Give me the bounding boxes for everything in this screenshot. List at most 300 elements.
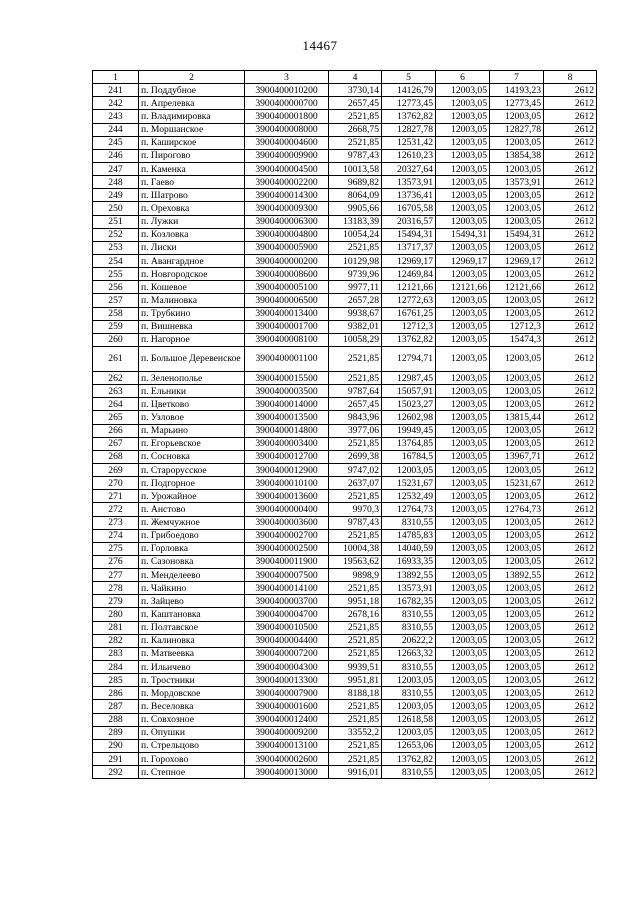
value-cell: 2521,85 <box>329 529 382 542</box>
value-cell: 12003,05 <box>490 529 544 542</box>
value-cell: 2612 <box>544 661 597 674</box>
value-cell: 12003,05 <box>436 674 490 687</box>
table-row <box>93 411 597 424</box>
value-cell: 2521,85 <box>329 241 382 254</box>
code-cell: 3900400011900 <box>245 555 329 568</box>
value-cell: 12712,3 <box>382 320 436 333</box>
value-cell: 9939,51 <box>329 661 382 674</box>
row-number-cell: 279 <box>93 595 139 608</box>
table-row <box>93 647 597 660</box>
value-cell: 12003,05 <box>490 268 544 281</box>
value-cell: 8310,55 <box>382 766 436 779</box>
value-cell: 13764,85 <box>382 437 436 450</box>
value-cell: 20316,57 <box>382 215 436 228</box>
settlement-name-cell: п. Цветково <box>139 398 245 411</box>
settlement-name-cell: п. Владимировка <box>139 110 245 123</box>
value-cell: 13736,41 <box>382 189 436 202</box>
column-header: 6 <box>436 71 490 84</box>
value-cell: 9787,64 <box>329 385 382 398</box>
value-cell: 15494,31 <box>436 228 490 241</box>
value-cell: 3730,14 <box>329 84 382 97</box>
row-number-cell: 249 <box>93 189 139 202</box>
table-row <box>93 110 597 123</box>
value-cell: 2612 <box>544 595 597 608</box>
value-cell: 12003,05 <box>436 582 490 595</box>
table-row <box>93 149 597 162</box>
value-cell: 12003,05 <box>490 346 544 371</box>
value-cell: 2612 <box>544 320 597 333</box>
value-cell: 12003,05 <box>436 621 490 634</box>
table-row <box>93 176 597 189</box>
table-row <box>93 228 597 241</box>
settlement-name-cell: п. Трубкино <box>139 307 245 320</box>
row-number-cell: 277 <box>93 569 139 582</box>
value-cell: 12003,05 <box>436 241 490 254</box>
value-cell: 2612 <box>544 503 597 516</box>
value-cell: 33552,2 <box>329 726 382 739</box>
table-row <box>93 608 597 621</box>
value-cell: 12003,05 <box>436 516 490 529</box>
value-cell: 19563,62 <box>329 555 382 568</box>
value-cell: 2612 <box>544 123 597 136</box>
value-cell: 12003,05 <box>490 110 544 123</box>
value-cell: 12003,05 <box>490 490 544 503</box>
code-cell: 3900400009200 <box>245 726 329 739</box>
value-cell: 2612 <box>544 529 597 542</box>
code-cell: 3900400001100 <box>245 346 329 371</box>
value-cell: 2612 <box>544 450 597 463</box>
code-cell: 3900400003400 <box>245 437 329 450</box>
value-cell: 2612 <box>544 228 597 241</box>
row-number-cell: 291 <box>93 753 139 766</box>
value-cell: 12602,98 <box>382 411 436 424</box>
settlement-name-cell: п. Матвеевка <box>139 647 245 660</box>
value-cell: 12003,05 <box>490 621 544 634</box>
table-row <box>93 294 597 307</box>
value-cell: 9689,82 <box>329 176 382 189</box>
value-cell: 12003,05 <box>382 700 436 713</box>
value-cell: 2612 <box>544 307 597 320</box>
value-cell: 12653,06 <box>382 739 436 752</box>
row-number-cell: 263 <box>93 385 139 398</box>
code-cell: 3900400008000 <box>245 123 329 136</box>
row-number-cell: 283 <box>93 647 139 660</box>
settlement-name-cell: п. Шатрово <box>139 189 245 202</box>
value-cell: 12003,05 <box>490 726 544 739</box>
code-cell: 3900400004700 <box>245 608 329 621</box>
value-cell: 12003,05 <box>490 162 544 175</box>
code-cell: 3900400006500 <box>245 294 329 307</box>
value-cell: 2521,85 <box>329 346 382 371</box>
value-cell: 12003,05 <box>436 149 490 162</box>
value-cell: 12003,05 <box>436 123 490 136</box>
value-cell: 12003,05 <box>490 687 544 700</box>
value-cell: 9382,01 <box>329 320 382 333</box>
row-number-cell: 282 <box>93 634 139 647</box>
value-cell: 12003,05 <box>490 136 544 149</box>
row-number-cell: 276 <box>93 555 139 568</box>
code-cell: 3900400003700 <box>245 595 329 608</box>
value-cell: 2612 <box>544 726 597 739</box>
code-cell: 3900400014300 <box>245 189 329 202</box>
value-cell: 12003,05 <box>490 385 544 398</box>
value-cell: 12003,05 <box>436 739 490 752</box>
value-cell: 12003,05 <box>436 346 490 371</box>
table-row <box>93 450 597 463</box>
settlement-name-cell: п. Марьино <box>139 424 245 437</box>
table-row <box>93 555 597 568</box>
value-cell: 3977,06 <box>329 424 382 437</box>
row-number-cell: 259 <box>93 320 139 333</box>
value-cell: 12969,17 <box>436 254 490 267</box>
value-cell: 2612 <box>544 346 597 371</box>
row-number-cell: 257 <box>93 294 139 307</box>
value-cell: 9938,67 <box>329 307 382 320</box>
value-cell: 2612 <box>544 110 597 123</box>
value-cell: 2521,85 <box>329 700 382 713</box>
value-cell: 2612 <box>544 608 597 621</box>
code-cell: 3900400008100 <box>245 333 329 346</box>
value-cell: 2612 <box>544 215 597 228</box>
value-cell: 12469,84 <box>382 268 436 281</box>
value-cell: 12003,05 <box>490 398 544 411</box>
code-cell: 3900400014800 <box>245 424 329 437</box>
value-cell: 2612 <box>544 149 597 162</box>
table-header-row <box>93 71 597 84</box>
row-number-cell: 266 <box>93 424 139 437</box>
value-cell: 12003,05 <box>490 371 544 384</box>
value-cell: 12003,05 <box>436 215 490 228</box>
value-cell: 2612 <box>544 555 597 568</box>
value-cell: 12003,05 <box>490 582 544 595</box>
table-row <box>93 346 597 371</box>
value-cell: 14785,83 <box>382 529 436 542</box>
value-cell: 12003,05 <box>436 268 490 281</box>
value-cell: 2612 <box>544 766 597 779</box>
row-number-cell: 288 <box>93 713 139 726</box>
row-number-cell: 289 <box>93 726 139 739</box>
value-cell: 20327,64 <box>382 162 436 175</box>
value-cell: 13573,91 <box>382 176 436 189</box>
table-row <box>93 307 597 320</box>
settlement-name-cell: п. Пирогово <box>139 149 245 162</box>
table-row <box>93 215 597 228</box>
value-cell: 2612 <box>544 176 597 189</box>
settlement-name-cell: п. Ельники <box>139 385 245 398</box>
settlement-name-cell: п. Сазоновка <box>139 555 245 568</box>
code-cell: 3900400013000 <box>245 766 329 779</box>
value-cell: 10004,38 <box>329 542 382 555</box>
settlement-name-cell: п. Гаево <box>139 176 245 189</box>
column-header: 8 <box>544 71 597 84</box>
column-header: 5 <box>382 71 436 84</box>
value-cell: 13573,91 <box>382 582 436 595</box>
row-number-cell: 287 <box>93 700 139 713</box>
value-cell: 2521,85 <box>329 371 382 384</box>
row-number-cell: 252 <box>93 228 139 241</box>
value-cell: 12003,05 <box>436 608 490 621</box>
value-cell: 13762,82 <box>382 333 436 346</box>
value-cell: 12003,05 <box>490 294 544 307</box>
row-number-cell: 255 <box>93 268 139 281</box>
table-row <box>93 634 597 647</box>
code-cell: 3900400004500 <box>245 162 329 175</box>
code-cell: 3900400009900 <box>245 149 329 162</box>
code-cell: 3900400002700 <box>245 529 329 542</box>
value-cell: 12764,73 <box>490 503 544 516</box>
value-cell: 13967,71 <box>490 450 544 463</box>
table-row <box>93 595 597 608</box>
value-cell: 9951,81 <box>329 674 382 687</box>
table-row <box>93 490 597 503</box>
value-cell: 12003,05 <box>490 713 544 726</box>
table-row <box>93 333 597 346</box>
code-cell: 3900400004400 <box>245 634 329 647</box>
table-row <box>93 254 597 267</box>
table-row <box>93 569 597 582</box>
value-cell: 12003,05 <box>436 97 490 110</box>
code-cell: 3900400005100 <box>245 281 329 294</box>
settlement-name-cell: п. Анстово <box>139 503 245 516</box>
row-number-cell: 242 <box>93 97 139 110</box>
value-cell: 12003,05 <box>436 450 490 463</box>
table-row <box>93 371 597 384</box>
value-cell: 2612 <box>544 202 597 215</box>
value-cell: 12003,05 <box>436 529 490 542</box>
value-cell: 16761,25 <box>382 307 436 320</box>
value-cell: 12003,05 <box>436 84 490 97</box>
value-cell: 12003,05 <box>436 176 490 189</box>
value-cell: 12003,05 <box>436 766 490 779</box>
value-cell: 12003,05 <box>490 424 544 437</box>
row-number-cell: 246 <box>93 149 139 162</box>
value-cell: 9951,18 <box>329 595 382 608</box>
table-row <box>93 424 597 437</box>
value-cell: 12003,05 <box>382 463 436 476</box>
table-row <box>93 621 597 634</box>
value-cell: 2521,85 <box>329 582 382 595</box>
value-cell: 12003,05 <box>436 333 490 346</box>
value-cell: 2612 <box>544 424 597 437</box>
value-cell: 10058,29 <box>329 333 382 346</box>
row-number-cell: 264 <box>93 398 139 411</box>
column-header: 4 <box>329 71 382 84</box>
row-number-cell: 244 <box>93 123 139 136</box>
table-row <box>93 687 597 700</box>
settlement-name-cell: п. Узловое <box>139 411 245 424</box>
table-row <box>93 726 597 739</box>
table-row <box>93 268 597 281</box>
row-number-cell: 273 <box>93 516 139 529</box>
value-cell: 12003,05 <box>490 674 544 687</box>
value-cell: 2521,85 <box>329 647 382 660</box>
value-cell: 9916,01 <box>329 766 382 779</box>
code-cell: 3900400006300 <box>245 215 329 228</box>
code-cell: 3900400007900 <box>245 687 329 700</box>
table-row <box>93 529 597 542</box>
table-row <box>93 516 597 529</box>
table-row <box>93 84 597 97</box>
value-cell: 12610,23 <box>382 149 436 162</box>
value-cell: 12003,05 <box>436 136 490 149</box>
row-number-cell: 253 <box>93 241 139 254</box>
settlement-name-cell: п. Полтавское <box>139 621 245 634</box>
settlement-name-cell: п. Лиски <box>139 241 245 254</box>
settlement-name-cell: п. Егорьевское <box>139 437 245 450</box>
settlement-name-cell: п. Лужки <box>139 215 245 228</box>
table-row <box>93 739 597 752</box>
value-cell: 12003,05 <box>490 215 544 228</box>
code-cell: 3900400002600 <box>245 753 329 766</box>
value-cell: 12003,05 <box>490 202 544 215</box>
value-cell: 12003,05 <box>490 766 544 779</box>
value-cell: 15494,31 <box>490 228 544 241</box>
value-cell: 12531,42 <box>382 136 436 149</box>
value-cell: 2612 <box>544 477 597 490</box>
code-cell: 3900400015500 <box>245 371 329 384</box>
row-number-cell: 260 <box>93 333 139 346</box>
code-cell: 3900400013300 <box>245 674 329 687</box>
value-cell: 13762,82 <box>382 753 436 766</box>
value-cell: 12003,05 <box>436 569 490 582</box>
value-cell: 16705,58 <box>382 202 436 215</box>
value-cell: 2612 <box>544 634 597 647</box>
value-cell: 12003,05 <box>436 202 490 215</box>
value-cell: 2699,38 <box>329 450 382 463</box>
value-cell: 2612 <box>544 700 597 713</box>
value-cell: 12003,05 <box>436 424 490 437</box>
value-cell: 2678,16 <box>329 608 382 621</box>
value-cell: 2637,07 <box>329 477 382 490</box>
code-cell: 3900400014100 <box>245 582 329 595</box>
value-cell: 12663,32 <box>382 647 436 660</box>
value-cell: 2612 <box>544 371 597 384</box>
value-cell: 15231,67 <box>490 477 544 490</box>
code-cell: 3900400010100 <box>245 477 329 490</box>
code-cell: 3900400012900 <box>245 463 329 476</box>
settlement-name-cell: п. Поддубное <box>139 84 245 97</box>
row-number-cell: 290 <box>93 739 139 752</box>
row-number-cell: 256 <box>93 281 139 294</box>
settlement-name-cell: п. Жемчужное <box>139 516 245 529</box>
value-cell: 2521,85 <box>329 634 382 647</box>
value-cell: 12003,05 <box>490 555 544 568</box>
value-cell: 14193,23 <box>490 84 544 97</box>
value-cell: 12003,05 <box>436 490 490 503</box>
value-cell: 2612 <box>544 569 597 582</box>
table-row <box>93 674 597 687</box>
value-cell: 2612 <box>544 254 597 267</box>
column-header: 2 <box>139 71 245 84</box>
settlement-name-cell: п. Старорусское <box>139 463 245 476</box>
value-cell: 2612 <box>544 647 597 660</box>
row-number-cell: 247 <box>93 162 139 175</box>
value-cell: 2612 <box>544 713 597 726</box>
value-cell: 12003,05 <box>490 516 544 529</box>
value-cell: 2612 <box>544 136 597 149</box>
row-number-cell: 270 <box>93 477 139 490</box>
value-cell: 12712,3 <box>490 320 544 333</box>
row-number-cell: 248 <box>93 176 139 189</box>
value-cell: 2612 <box>544 385 597 398</box>
table-row <box>93 136 597 149</box>
value-cell: 12003,05 <box>436 753 490 766</box>
value-cell: 12121,66 <box>382 281 436 294</box>
value-cell: 2612 <box>544 162 597 175</box>
value-cell: 16933,35 <box>382 555 436 568</box>
value-cell: 12003,05 <box>436 411 490 424</box>
settlement-name-cell: п. Зеленополье <box>139 371 245 384</box>
row-number-cell: 268 <box>93 450 139 463</box>
settlement-name-cell: п. Грибоедово <box>139 529 245 542</box>
value-cell: 12003,05 <box>436 110 490 123</box>
value-cell: 12003,05 <box>490 634 544 647</box>
value-cell: 12003,05 <box>436 437 490 450</box>
row-number-cell: 254 <box>93 254 139 267</box>
value-cell: 2612 <box>544 753 597 766</box>
value-cell: 2521,85 <box>329 739 382 752</box>
row-number-cell: 258 <box>93 307 139 320</box>
value-cell: 12764,73 <box>382 503 436 516</box>
value-cell: 12003,05 <box>490 753 544 766</box>
row-number-cell: 271 <box>93 490 139 503</box>
code-cell: 3900400004600 <box>245 136 329 149</box>
value-cell: 2521,85 <box>329 490 382 503</box>
settlement-name-cell: п. Каширское <box>139 136 245 149</box>
value-cell: 2612 <box>544 241 597 254</box>
value-cell: 12003,05 <box>490 700 544 713</box>
column-header: 1 <box>93 71 139 84</box>
code-cell: 3900400002500 <box>245 542 329 555</box>
row-number-cell: 272 <box>93 503 139 516</box>
settlement-name-cell: п. Калиновка <box>139 634 245 647</box>
table-row <box>93 97 597 110</box>
value-cell: 8310,55 <box>382 621 436 634</box>
settlement-name-cell: п. Моршанское <box>139 123 245 136</box>
code-cell: 3900400008600 <box>245 268 329 281</box>
value-cell: 2521,85 <box>329 437 382 450</box>
value-cell: 2668,75 <box>329 123 382 136</box>
settlement-name-cell: п. Козловка <box>139 228 245 241</box>
value-cell: 12003,05 <box>490 739 544 752</box>
value-cell: 12532,49 <box>382 490 436 503</box>
row-number-cell: 243 <box>93 110 139 123</box>
table-row <box>93 385 597 398</box>
code-cell: 3900400007200 <box>245 647 329 660</box>
value-cell: 12003,05 <box>436 687 490 700</box>
value-cell: 9747,02 <box>329 463 382 476</box>
value-cell: 12003,05 <box>490 189 544 202</box>
value-cell: 12003,05 <box>436 320 490 333</box>
table-row <box>93 281 597 294</box>
value-cell: 13892,55 <box>382 569 436 582</box>
row-number-cell: 274 <box>93 529 139 542</box>
settlement-name-cell: п. Стрельцово <box>139 739 245 752</box>
settlement-name-cell: п. Веселовка <box>139 700 245 713</box>
value-cell: 12003,05 <box>490 437 544 450</box>
row-number-cell: 269 <box>93 463 139 476</box>
value-cell: 19949,45 <box>382 424 436 437</box>
table-row <box>93 241 597 254</box>
value-cell: 12003,05 <box>436 713 490 726</box>
value-cell: 10129,98 <box>329 254 382 267</box>
value-cell: 12003,05 <box>436 398 490 411</box>
settlement-name-cell: п. Вишневка <box>139 320 245 333</box>
value-cell: 2657,28 <box>329 294 382 307</box>
column-header: 7 <box>490 71 544 84</box>
value-cell: 12003,05 <box>436 463 490 476</box>
value-cell: 12003,05 <box>436 307 490 320</box>
